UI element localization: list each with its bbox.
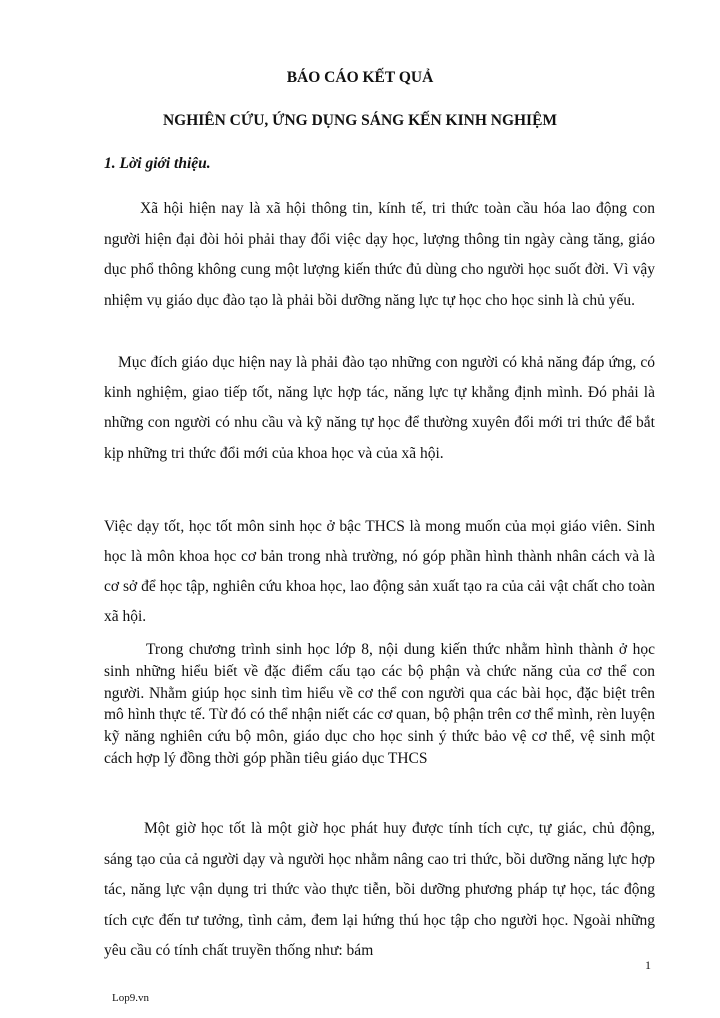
report-subtitle: NGHIÊN CỨU, ỨNG DỤNG SÁNG KẾN KINH NGHIỆM xyxy=(162,112,558,129)
section-heading: 1. Lời giới thiệu. xyxy=(104,155,211,172)
page-number: 1 xyxy=(645,958,651,972)
paragraph: Một giờ học tốt là một giờ học phát huy được tính tích cực, tự giác, chủ động, sáng tạo của cả người dạy và người học nhằm nâng cao tri thức, bồi dưỡng năng lực hợp tác, năng lực vận dụng tri thức vào thực tiễn, bồi dưỡng phương pháp tự học, tác động tích cực đến tư tưởng, tình cảm, đem lại hứng thú học tập cho người học. Ngoài những yêu cầu có tính chất truyền thống như: bám xyxy=(104,820,655,959)
paragraph: Trong chương trình sinh học lớp 8, nội dung kiến thức nhằm hình thành ở học sinh những hiểu biết về đặc điểm cấu tạo các bộ phận và chức năng của cơ thể con người. Nhằm giúp học sinh tìm hiểu về cơ thể con người qua các bài học, đặc biệt trên mô hình thực tế. Từ đó có thể nhận niết các cơ quan, bộ phận trên cơ thể mình, rèn luyện kỹ năng nghiên cứu bộ môn, giáo dục cho học sinh ý thức bảo vệ cơ thể, vệ sinh một cách hợp lý đồng thời góp phần tiêu giáo dục THCS xyxy=(104,641,655,767)
footer-text: Lop9.vn xyxy=(112,992,149,1004)
paragraph: Việc dạy tốt, học tốt môn sinh học ở bậc THCS là mong muốn của mọi giáo viên. Sinh học là môn khoa học cơ bản trong nhà trường, nó góp phần hình thành nhân cách và là cơ sở để học tập, nghiên cứu khoa học, lao động sản xuất tạo ra của cải vật chất cho toàn xã hội. xyxy=(104,518,655,625)
report-title: BÁO CÁO KẾT QUẢ xyxy=(286,69,434,86)
paragraph: Mục đích giáo dục hiện nay là phải đào tạo những con người có khả năng đáp ứng, có kinh nghiệm, giao tiếp tốt, năng lực hợp tác, năng lực tự khẳng định mình. Đó phải là những con người có nhu cầu và kỹ năng tự học để thường xuyên đổi mới tri thức để bắt kịp những tri thức đổi mới của khoa học và của xã hội. xyxy=(104,354,655,462)
paragraph: Xã hội hiện nay là xã hội thông tin, kính tế, tri thức toàn cầu hóa lao động con người hiện đại đòi hỏi phải thay đổi việc dạy học, lượng thông tin ngày càng tăng, giáo dục phổ thông không cung một lượng kiến thức đủ dùng cho người học suốt đời. Vì vậy nhiệm vụ giáo dục đào tạo là phải bồi dưỡng năng lực tự học cho học sinh là chủ yếu. xyxy=(104,200,655,309)
